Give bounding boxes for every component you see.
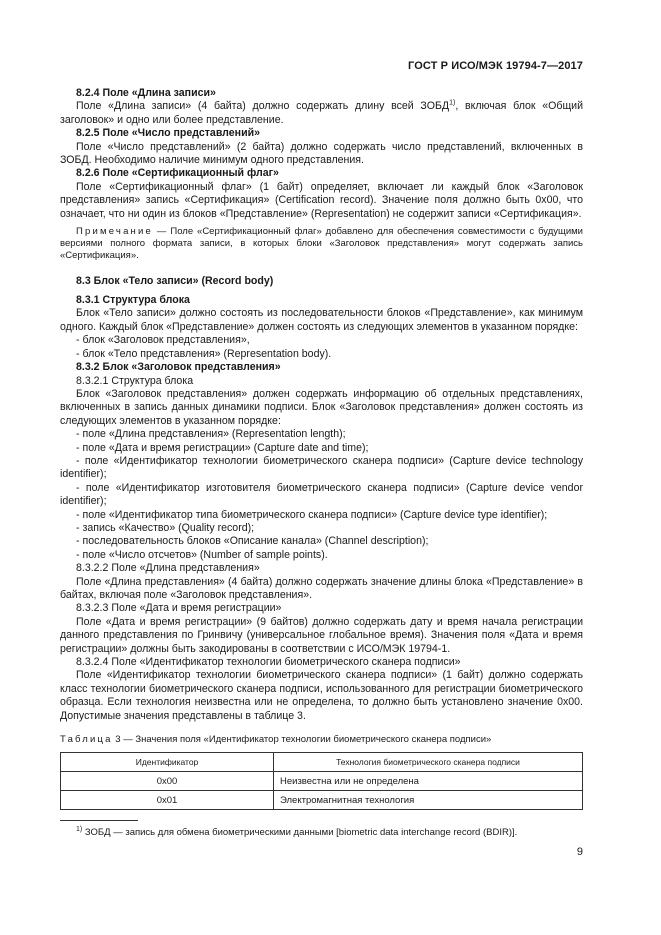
section-8-3-title: 8.3 Блок «Тело записи» (Record body): [76, 274, 274, 287]
section-8-2-4-text: Поле «Длина записи» (4 байта) должно содержать длину всей ЗОБД$^{1)}$, включая блок «Общий заголовок» и одно или более представление.: [60, 99, 584, 126]
list-item: - поле «Число отсчетов» (Number of sample points).: [76, 548, 328, 561]
footnote-text: ЗОБД — запись для обмена биометрическими данными [biometric data interchange record (BDIR)].: [82, 827, 518, 838]
section-8-3-2-1-text: Блок «Заголовок представления» должен содержать информацию об отдельных представлениях, включенных в запись данных динамики подписи. Блок «Заголовок представления» должен состоять из следующих элементов в указанном порядке:: [60, 387, 583, 427]
section-8-2-5-text: Поле «Число представлений» (2 байта) должно содержать число представлений, включенных в ЗОБД. Необходимо наличие минимум одного представления.: [60, 140, 583, 167]
list-item: - запись «Качество» (Quality record);: [76, 521, 255, 534]
page-number: 9: [576, 846, 583, 858]
table-cell: Неизвестна или не определена: [274, 772, 583, 791]
footnote-divider: [60, 820, 138, 821]
section-8-2-6-title: 8.2.6 Поле «Сертификационный флаг»: [76, 167, 279, 180]
table-caption-label: Таблица: [60, 734, 113, 746]
list-item: - поле «Идентификатор изготовителя биометрического сканера подписи» (Capture device vendor identifier);: [60, 481, 583, 508]
table-row: [61, 772, 583, 791]
list-item: - поле «Длина представления» (Representation length);: [76, 428, 346, 441]
table-header-row: [61, 753, 583, 772]
footnote-ref[interactable]: 1): [449, 99, 456, 107]
section-8-3-2-4-title: 8.3.2.4 Поле «Идентификатор технологии биометрического сканера подписи»: [76, 656, 461, 669]
list-item: - поле «Дата и время регистрации» (Capture date and time);: [76, 441, 369, 454]
table-cell: 0x00: [61, 772, 274, 791]
section-8-3-2-title: 8.3.2 Блок «Заголовок представления»: [76, 361, 281, 374]
section-8-3-2-3-title: 8.3.2.3 Поле «Дата и время регистрации»: [76, 602, 282, 615]
table-caption: [60, 733, 583, 746]
section-8-2-4-title: 8.2.4 Поле «Длина записи»: [76, 87, 216, 99]
list-item: - поле «Идентификатор технологии биометрического сканера подписи» (Capture device technology identifier);: [60, 454, 583, 481]
list-item: - блок «Тело представления» (Representation body).: [76, 347, 332, 360]
table-cell: 0x01: [61, 791, 274, 810]
footnote-mark: 1): [76, 825, 83, 833]
note: [60, 226, 583, 263]
note-label: Примечание: [76, 226, 153, 238]
section-8-2-5-title: 8.2.5 Поле «Число представлений»: [76, 127, 260, 140]
table-caption-text: 3 — Значения поля «Идентификатор технологии биометрического сканера подписи»: [112, 734, 492, 746]
section-8-3-2-2-title: 8.3.2.2 Поле «Длина представления»: [76, 562, 260, 575]
section-8-2-6-text: Поле «Сертификационный флаг» (1 байт) определяет, включает ли каждый блок «Заголовок представления» запись «Сертификация» (Certification record). Значение поля должно быть 0x00, что означает, что ни один из блоков «Представление» (Representation) не содержит записи «Сертификация».: [60, 180, 583, 220]
document-code: ГОСТ Р ИСО/МЭК 19794-7—2017: [408, 60, 583, 72]
list-item: - поле «Идентификатор типа биометрического сканера подписи» (Capture device type identifier);: [76, 508, 548, 521]
section-8-3-2-1-title: 8.3.2.1 Структура блока: [76, 374, 194, 387]
section-8-3-2-2-text: Поле «Длина представления» (4 байта) должно содержать значение длины блока «Представление» в байтах, включая поле «Заголовок представления».: [60, 575, 583, 602]
table-cell: Электромагнитная технология: [274, 791, 583, 810]
main-content: [60, 87, 583, 810]
note-text: — Поле «Сертификационный флаг» добавлено для обеспечения совместимости с будущими версиями полного формата записи, в которых блоки «Заголовок представления» могут содержать запись «Сертификация».: [60, 226, 583, 262]
list-item: - блок «Заголовок представления»,: [76, 334, 250, 347]
section-8-3-2-3-text: Поле «Дата и время регистрации» (9 байтов) должно содержать дату и время начала регистрации данного представления по Гринвичу (универсальное глобальное время). Значения поля «Дата и время регистрации» должны быть закодированы в соответствии с ИСО/МЭК 19794-1.: [60, 615, 583, 655]
footnote: [76, 827, 583, 838]
table-header-cell: Идентификатор: [61, 753, 274, 772]
section-8-3-1-text: Блок «Тело записи» должно состоять из последовательности блоков «Представление», как минимум одного. Каждый блок «Представление» должен состоять из следующих элементов в указанном порядке:: [60, 307, 583, 333]
table-header-cell: Технология биометрического сканера подписи: [274, 753, 583, 772]
section-8-3-1-title: 8.3.1 Структура блока: [76, 294, 190, 307]
section-8-3-2-4-text: Поле «Идентификатор технологии биометрического сканера подписи» (1 байт) должно содержать класс технологии биометрического сканера подписи, использованного для регистрации биометрического образца. Если технология неизвестна или не определена, то должно быть установлено значение 0x00. Допустимые значения представлены в таблице 3.: [60, 669, 583, 722]
values-table: [60, 752, 583, 810]
list-item: - последовательность блоков «Описание канала» (Channel description);: [76, 535, 429, 548]
table-row: [61, 791, 583, 810]
